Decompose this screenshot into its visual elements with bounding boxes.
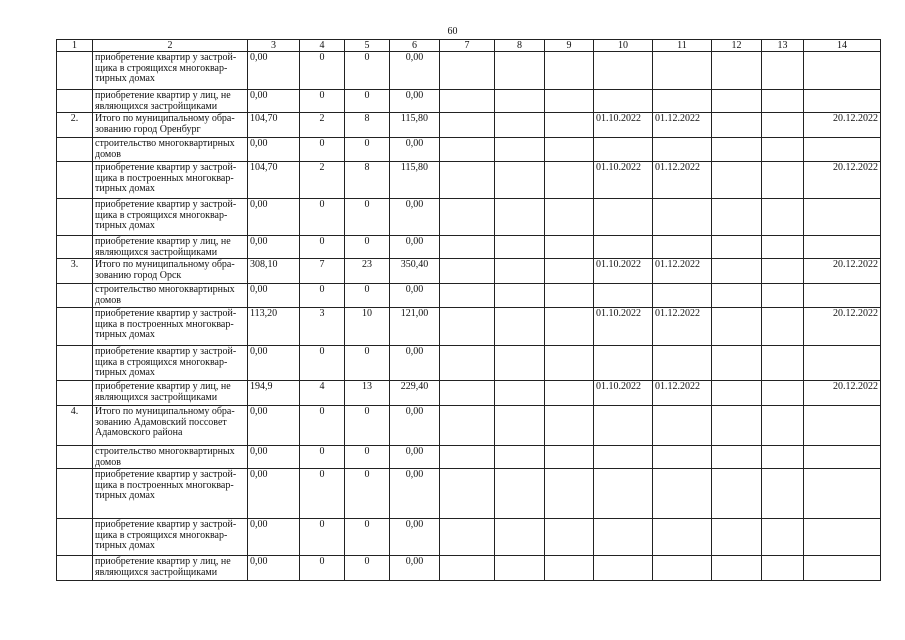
table-row — [57, 236, 881, 259]
column-header-7: 7 — [440, 40, 495, 52]
cell-col-11 — [653, 406, 712, 446]
cell-col-6: 0,00 — [390, 52, 440, 90]
cell-col-9 — [545, 284, 594, 308]
cell-col-2: Итого по муниципальному обра-зованию город Оренбург — [93, 113, 248, 138]
cell-col-9 — [545, 162, 594, 199]
cell-col-8 — [495, 52, 545, 90]
cell-col-5: 0 — [345, 284, 390, 308]
cell-col-6: 0,00 — [390, 446, 440, 469]
cell-col-2: приобретение квартир у лиц, не являющихся застройщиками — [93, 556, 248, 581]
cell-col-8 — [495, 346, 545, 381]
header-row — [57, 40, 881, 52]
cell-col-4: 0 — [300, 406, 345, 446]
cell-col-3: 194,9 — [248, 381, 300, 406]
cell-col-14 — [804, 284, 881, 308]
table-row — [57, 346, 881, 381]
page-number: 60 — [447, 26, 458, 37]
cell-col-13 — [762, 90, 804, 113]
cell-col-14: 20.12.2022 — [804, 113, 881, 138]
cell-col-12 — [712, 308, 762, 346]
cell-col-9 — [545, 236, 594, 259]
cell-col-4: 0 — [300, 90, 345, 113]
cell-col-8 — [495, 162, 545, 199]
cell-col-13 — [762, 406, 804, 446]
cell-col-12 — [712, 406, 762, 446]
cell-col-4: 0 — [300, 346, 345, 381]
cell-col-5: 8 — [345, 113, 390, 138]
cell-col-8 — [495, 259, 545, 284]
cell-col-13 — [762, 259, 804, 284]
cell-col-9 — [545, 199, 594, 236]
cell-col-13 — [762, 199, 804, 236]
cell-col-8 — [495, 308, 545, 346]
cell-col-14 — [804, 469, 881, 519]
cell-col-13 — [762, 284, 804, 308]
cell-col-9 — [545, 138, 594, 162]
cell-col-13 — [762, 138, 804, 162]
cell-col-6: 0,00 — [390, 406, 440, 446]
cell-col-14: 20.12.2022 — [804, 162, 881, 199]
cell-col-7 — [440, 346, 495, 381]
cell-col-13 — [762, 346, 804, 381]
cell-col-4: 2 — [300, 162, 345, 199]
cell-col-11 — [653, 446, 712, 469]
cell-col-3: 0,00 — [248, 406, 300, 446]
cell-col-12 — [712, 113, 762, 138]
column-header-3: 3 — [248, 40, 300, 52]
cell-col-7 — [440, 446, 495, 469]
cell-col-6: 0,00 — [390, 284, 440, 308]
cell-col-7 — [440, 90, 495, 113]
cell-col-10 — [594, 346, 653, 381]
cell-col-11 — [653, 346, 712, 381]
cell-col-12 — [712, 236, 762, 259]
cell-col-3: 0,00 — [248, 446, 300, 469]
cell-col-6: 0,00 — [390, 556, 440, 581]
cell-col-5: 0 — [345, 446, 390, 469]
cell-col-14 — [804, 556, 881, 581]
cell-col-4: 0 — [300, 284, 345, 308]
cell-col-3: 0,00 — [248, 469, 300, 519]
table-row — [57, 162, 881, 199]
cell-col-13 — [762, 556, 804, 581]
cell-col-2: строительство многоквартирных домов — [93, 446, 248, 469]
cell-col-2: приобретение квартир у застрой-щика в строящихся многоквар-тирных домах — [93, 199, 248, 236]
cell-col-2: Итого по муниципальному обра-зованию Адамовский поссовет Адамовского района — [93, 406, 248, 446]
cell-col-7 — [440, 259, 495, 284]
column-header-11: 11 — [653, 40, 712, 52]
cell-col-11 — [653, 519, 712, 556]
cell-col-12 — [712, 138, 762, 162]
cell-col-1 — [57, 284, 93, 308]
cell-col-6: 0,00 — [390, 236, 440, 259]
cell-col-9 — [545, 446, 594, 469]
cell-col-11: 01.12.2022 — [653, 308, 712, 346]
cell-col-9 — [545, 52, 594, 90]
table-row — [57, 446, 881, 469]
cell-col-2: приобретение квартир у застрой-щика в построенных многоквар-тирных домах — [93, 308, 248, 346]
data-table — [56, 39, 881, 581]
cell-col-6: 0,00 — [390, 469, 440, 519]
cell-col-10: 01.10.2022 — [594, 162, 653, 199]
cell-col-2: приобретение квартир у застрой-щика в построенных многоквар-тирных домах — [93, 162, 248, 199]
cell-col-14: 20.12.2022 — [804, 308, 881, 346]
cell-col-14 — [804, 138, 881, 162]
cell-col-5: 0 — [345, 469, 390, 519]
table-body — [57, 52, 881, 581]
cell-col-11: 01.12.2022 — [653, 113, 712, 138]
cell-col-1 — [57, 236, 93, 259]
cell-col-3: 0,00 — [248, 199, 300, 236]
table-row — [57, 308, 881, 346]
cell-col-2: строительство многоквартирных домов — [93, 284, 248, 308]
cell-col-6: 229,40 — [390, 381, 440, 406]
cell-col-4: 0 — [300, 138, 345, 162]
column-header-14: 14 — [804, 40, 881, 52]
column-header-6: 6 — [390, 40, 440, 52]
table-row — [57, 556, 881, 581]
cell-col-13 — [762, 469, 804, 519]
cell-col-9 — [545, 519, 594, 556]
cell-col-4: 0 — [300, 446, 345, 469]
column-header-10: 10 — [594, 40, 653, 52]
cell-col-1 — [57, 52, 93, 90]
cell-col-2: приобретение квартир у лиц, не являющихся застройщиками — [93, 90, 248, 113]
table-row — [57, 90, 881, 113]
cell-col-10: 01.10.2022 — [594, 308, 653, 346]
cell-col-2: Итого по муниципальному обра-зованию город Орск — [93, 259, 248, 284]
cell-col-10 — [594, 519, 653, 556]
cell-col-12 — [712, 284, 762, 308]
column-header-13: 13 — [762, 40, 804, 52]
column-header-5: 5 — [345, 40, 390, 52]
cell-col-3: 308,10 — [248, 259, 300, 284]
table-row — [57, 406, 881, 446]
cell-col-7 — [440, 236, 495, 259]
cell-col-8 — [495, 519, 545, 556]
cell-col-5: 10 — [345, 308, 390, 346]
cell-col-10 — [594, 138, 653, 162]
cell-col-2: строительство многоквартирных домов — [93, 138, 248, 162]
cell-col-11 — [653, 236, 712, 259]
cell-col-8 — [495, 406, 545, 446]
cell-col-4: 0 — [300, 556, 345, 581]
cell-col-10: 01.10.2022 — [594, 113, 653, 138]
cell-col-7 — [440, 308, 495, 346]
cell-col-3: 0,00 — [248, 138, 300, 162]
cell-col-3: 113,20 — [248, 308, 300, 346]
cell-col-14: 20.12.2022 — [804, 259, 881, 284]
cell-col-12 — [712, 346, 762, 381]
cell-col-5: 0 — [345, 406, 390, 446]
cell-col-7 — [440, 519, 495, 556]
cell-col-9 — [545, 259, 594, 284]
cell-col-3: 104,70 — [248, 162, 300, 199]
cell-col-2: приобретение квартир у застрой-щика в строящихся многоквар-тирных домах — [93, 52, 248, 90]
cell-col-12 — [712, 90, 762, 113]
cell-col-1 — [57, 199, 93, 236]
cell-col-1 — [57, 381, 93, 406]
cell-col-5: 0 — [345, 519, 390, 556]
cell-col-5: 0 — [345, 90, 390, 113]
cell-col-4: 7 — [300, 259, 345, 284]
cell-col-2: приобретение квартир у лиц, не являющихся застройщиками — [93, 236, 248, 259]
cell-col-1 — [57, 346, 93, 381]
cell-col-4: 0 — [300, 469, 345, 519]
cell-col-8 — [495, 469, 545, 519]
cell-col-7 — [440, 113, 495, 138]
cell-col-12 — [712, 556, 762, 581]
cell-col-11 — [653, 52, 712, 90]
cell-col-13 — [762, 162, 804, 199]
cell-col-5: 0 — [345, 346, 390, 381]
cell-col-4: 2 — [300, 113, 345, 138]
cell-col-5: 0 — [345, 236, 390, 259]
cell-col-4: 0 — [300, 236, 345, 259]
cell-col-8 — [495, 381, 545, 406]
cell-col-6: 115,80 — [390, 113, 440, 138]
cell-col-3: 0,00 — [248, 90, 300, 113]
column-header-9: 9 — [545, 40, 594, 52]
column-header-8: 8 — [495, 40, 545, 52]
cell-col-11 — [653, 199, 712, 236]
cell-col-10 — [594, 284, 653, 308]
cell-col-9 — [545, 113, 594, 138]
table-row — [57, 113, 881, 138]
cell-col-7 — [440, 52, 495, 90]
cell-col-1 — [57, 162, 93, 199]
cell-col-10 — [594, 236, 653, 259]
cell-col-3: 0,00 — [248, 236, 300, 259]
cell-col-10 — [594, 90, 653, 113]
cell-col-10 — [594, 406, 653, 446]
cell-col-10 — [594, 446, 653, 469]
cell-col-6: 121,00 — [390, 308, 440, 346]
column-header-4: 4 — [300, 40, 345, 52]
table-row — [57, 52, 881, 90]
column-header-1: 1 — [57, 40, 93, 52]
table-row — [57, 519, 881, 556]
cell-col-6: 0,00 — [390, 346, 440, 381]
cell-col-13 — [762, 52, 804, 90]
cell-col-8 — [495, 236, 545, 259]
cell-col-8 — [495, 556, 545, 581]
cell-col-6: 0,00 — [390, 90, 440, 113]
cell-col-12 — [712, 519, 762, 556]
cell-col-7 — [440, 406, 495, 446]
cell-col-2: приобретение квартир у лиц, не являющихся застройщиками — [93, 381, 248, 406]
table-row — [57, 284, 881, 308]
cell-col-7 — [440, 138, 495, 162]
cell-col-8 — [495, 90, 545, 113]
cell-col-11 — [653, 138, 712, 162]
cell-col-1 — [57, 519, 93, 556]
cell-col-1 — [57, 469, 93, 519]
cell-col-13 — [762, 519, 804, 556]
table-row — [57, 381, 881, 406]
cell-col-12 — [712, 469, 762, 519]
cell-col-9 — [545, 556, 594, 581]
cell-col-2: приобретение квартир у застрой-щика в строящихся многоквар-тирных домах — [93, 519, 248, 556]
cell-col-10: 01.10.2022 — [594, 259, 653, 284]
cell-col-13 — [762, 236, 804, 259]
table-row — [57, 259, 881, 284]
cell-col-14: 20.12.2022 — [804, 381, 881, 406]
cell-col-9 — [545, 346, 594, 381]
cell-col-12 — [712, 259, 762, 284]
cell-col-1: 2. — [57, 113, 93, 138]
column-header-2: 2 — [93, 40, 248, 52]
cell-col-9 — [545, 90, 594, 113]
cell-col-4: 0 — [300, 519, 345, 556]
cell-col-14 — [804, 346, 881, 381]
cell-col-4: 0 — [300, 52, 345, 90]
cell-col-7 — [440, 381, 495, 406]
cell-col-12 — [712, 52, 762, 90]
cell-col-1: 4. — [57, 406, 93, 446]
cell-col-12 — [712, 446, 762, 469]
cell-col-11: 01.12.2022 — [653, 381, 712, 406]
cell-col-8 — [495, 138, 545, 162]
cell-col-5: 8 — [345, 162, 390, 199]
cell-col-12 — [712, 162, 762, 199]
cell-col-10 — [594, 556, 653, 581]
cell-col-9 — [545, 406, 594, 446]
table-header — [57, 40, 881, 52]
cell-col-14 — [804, 406, 881, 446]
cell-col-7 — [440, 162, 495, 199]
cell-col-11: 01.12.2022 — [653, 162, 712, 199]
cell-col-14 — [804, 519, 881, 556]
cell-col-10 — [594, 199, 653, 236]
cell-col-3: 0,00 — [248, 519, 300, 556]
table-row — [57, 469, 881, 519]
cell-col-11 — [653, 556, 712, 581]
cell-col-12 — [712, 381, 762, 406]
cell-col-7 — [440, 556, 495, 581]
cell-col-7 — [440, 469, 495, 519]
cell-col-4: 0 — [300, 199, 345, 236]
cell-col-8 — [495, 446, 545, 469]
cell-col-11 — [653, 90, 712, 113]
cell-col-5: 0 — [345, 556, 390, 581]
cell-col-5: 0 — [345, 199, 390, 236]
cell-col-14 — [804, 236, 881, 259]
column-header-12: 12 — [712, 40, 762, 52]
cell-col-7 — [440, 284, 495, 308]
cell-col-3: 104,70 — [248, 113, 300, 138]
cell-col-1 — [57, 138, 93, 162]
table-row — [57, 199, 881, 236]
cell-col-11: 01.12.2022 — [653, 259, 712, 284]
cell-col-4: 3 — [300, 308, 345, 346]
cell-col-10 — [594, 469, 653, 519]
cell-col-14 — [804, 199, 881, 236]
cell-col-5: 13 — [345, 381, 390, 406]
cell-col-10 — [594, 52, 653, 90]
cell-col-8 — [495, 199, 545, 236]
cell-col-5: 23 — [345, 259, 390, 284]
cell-col-2: приобретение квартир у застрой-щика в построенных многоквар-тирных домах — [93, 469, 248, 519]
cell-col-3: 0,00 — [248, 346, 300, 381]
cell-col-13 — [762, 308, 804, 346]
cell-col-8 — [495, 113, 545, 138]
cell-col-14 — [804, 90, 881, 113]
cell-col-8 — [495, 284, 545, 308]
cell-col-5: 0 — [345, 52, 390, 90]
cell-col-10: 01.10.2022 — [594, 381, 653, 406]
cell-col-9 — [545, 381, 594, 406]
cell-col-14 — [804, 446, 881, 469]
cell-col-1 — [57, 446, 93, 469]
cell-col-13 — [762, 446, 804, 469]
cell-col-7 — [440, 199, 495, 236]
cell-col-13 — [762, 381, 804, 406]
cell-col-6: 0,00 — [390, 519, 440, 556]
cell-col-2: приобретение квартир у застрой-щика в строящихся многоквар-тирных домах — [93, 346, 248, 381]
table-row — [57, 138, 881, 162]
cell-col-13 — [762, 113, 804, 138]
cell-col-11 — [653, 284, 712, 308]
cell-col-9 — [545, 469, 594, 519]
cell-col-3: 0,00 — [248, 556, 300, 581]
cell-col-1 — [57, 556, 93, 581]
cell-col-5: 0 — [345, 138, 390, 162]
cell-col-6: 0,00 — [390, 199, 440, 236]
cell-col-6: 115,80 — [390, 162, 440, 199]
cell-col-3: 0,00 — [248, 284, 300, 308]
cell-col-11 — [653, 469, 712, 519]
cell-col-14 — [804, 52, 881, 90]
cell-col-12 — [712, 199, 762, 236]
cell-col-6: 0,00 — [390, 138, 440, 162]
cell-col-1 — [57, 90, 93, 113]
cell-col-1 — [57, 308, 93, 346]
cell-col-3: 0,00 — [248, 52, 300, 90]
cell-col-6: 350,40 — [390, 259, 440, 284]
cell-col-9 — [545, 308, 594, 346]
cell-col-4: 4 — [300, 381, 345, 406]
cell-col-1: 3. — [57, 259, 93, 284]
